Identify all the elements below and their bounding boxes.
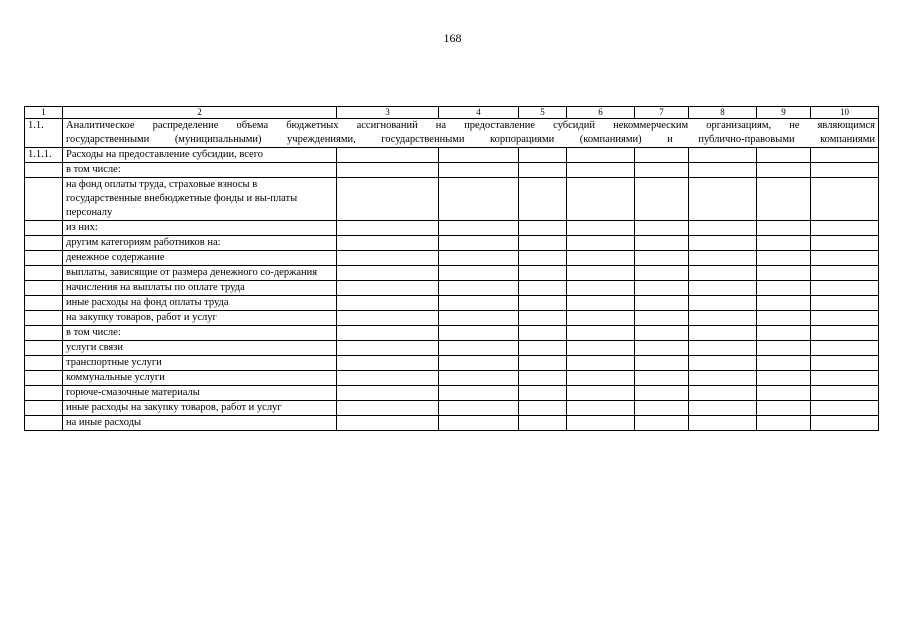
value-cell: [811, 281, 879, 296]
row-label: иные расходы на фонд оплаты труда: [63, 296, 337, 311]
table-row: [25, 251, 879, 266]
row-label: транспортные услуги: [63, 356, 337, 371]
column-header: 7: [635, 107, 689, 119]
value-cell: [635, 221, 689, 236]
value-cell: [519, 401, 567, 416]
value-cell: [689, 311, 757, 326]
value-cell: [567, 341, 635, 356]
row-label: на закупку товаров, работ и услуг: [63, 311, 337, 326]
value-cell: [337, 163, 439, 178]
table-row: [25, 281, 879, 296]
value-cell: [567, 148, 635, 163]
value-cell: [439, 148, 519, 163]
value-cell: [337, 341, 439, 356]
value-cell: [567, 236, 635, 251]
value-cell: [811, 326, 879, 341]
value-cell: [337, 148, 439, 163]
table-row: [25, 326, 879, 341]
value-cell: [689, 371, 757, 386]
value-cell: [811, 356, 879, 371]
value-cell: [635, 251, 689, 266]
section-row: [25, 119, 879, 148]
value-cell: [439, 341, 519, 356]
column-header: 6: [567, 107, 635, 119]
value-cell: [635, 326, 689, 341]
value-cell: [337, 266, 439, 281]
value-cell: [519, 266, 567, 281]
value-cell: [811, 163, 879, 178]
value-cell: [567, 178, 635, 221]
value-cell: [689, 148, 757, 163]
table-row: [25, 311, 879, 326]
value-cell: [635, 371, 689, 386]
value-cell: [689, 178, 757, 221]
value-cell: [811, 311, 879, 326]
column-header: 2: [63, 107, 337, 119]
value-cell: [689, 251, 757, 266]
table-row: [25, 386, 879, 401]
column-header: 3: [337, 107, 439, 119]
value-cell: [519, 416, 567, 431]
value-cell: [337, 296, 439, 311]
page-number: 168: [443, 31, 462, 45]
value-cell: [635, 356, 689, 371]
table-row: [25, 341, 879, 356]
value-cell: [519, 356, 567, 371]
row-label: в том числе:: [63, 163, 337, 178]
value-cell: [439, 296, 519, 311]
row-number: [25, 356, 63, 371]
value-cell: [757, 356, 811, 371]
value-cell: [337, 326, 439, 341]
value-cell: [811, 178, 879, 221]
value-cell: [337, 371, 439, 386]
value-cell: [567, 296, 635, 311]
row-label: услуги связи: [63, 341, 337, 356]
value-cell: [635, 311, 689, 326]
row-number: [25, 371, 63, 386]
row-label: горюче-смазочные материалы: [63, 386, 337, 401]
value-cell: [337, 178, 439, 221]
value-cell: [689, 341, 757, 356]
value-cell: [567, 401, 635, 416]
value-cell: [811, 251, 879, 266]
value-cell: [439, 356, 519, 371]
row-label: на фонд оплаты труда, страховые взносы в государственные внебюджетные фонды и вы-платы персоналу: [63, 178, 337, 221]
value-cell: [757, 296, 811, 311]
value-cell: [337, 401, 439, 416]
value-cell: [567, 281, 635, 296]
value-cell: [689, 163, 757, 178]
value-cell: [519, 251, 567, 266]
value-cell: [689, 236, 757, 251]
row-number: [25, 341, 63, 356]
value-cell: [757, 251, 811, 266]
value-cell: [337, 251, 439, 266]
value-cell: [635, 296, 689, 311]
row-number: [25, 386, 63, 401]
row-label: начисления на выплаты по оплате труда: [63, 281, 337, 296]
row-number: [25, 178, 63, 221]
value-cell: [439, 251, 519, 266]
value-cell: [519, 341, 567, 356]
value-cell: [635, 386, 689, 401]
table-row: [25, 148, 879, 163]
column-header: 9: [757, 107, 811, 119]
row-number: [25, 163, 63, 178]
value-cell: [519, 148, 567, 163]
value-cell: [337, 221, 439, 236]
row-label: другим категориям работников на:: [63, 236, 337, 251]
value-cell: [519, 326, 567, 341]
value-cell: [757, 281, 811, 296]
value-cell: [567, 326, 635, 341]
value-cell: [757, 178, 811, 221]
value-cell: [689, 296, 757, 311]
table-row: [25, 356, 879, 371]
value-cell: [337, 311, 439, 326]
value-cell: [689, 401, 757, 416]
row-number: [25, 416, 63, 431]
row-number: [25, 251, 63, 266]
row-label: в том числе:: [63, 326, 337, 341]
row-label: выплаты, зависящие от размера денежного со-держания: [63, 266, 337, 281]
value-cell: [337, 416, 439, 431]
value-cell: [439, 386, 519, 401]
value-cell: [689, 221, 757, 236]
value-cell: [757, 311, 811, 326]
value-cell: [635, 416, 689, 431]
value-cell: [337, 236, 439, 251]
table-row: [25, 296, 879, 311]
section-number: 1.1.: [25, 119, 63, 148]
row-label: коммунальные услуги: [63, 371, 337, 386]
value-cell: [757, 371, 811, 386]
value-cell: [567, 356, 635, 371]
row-label: из них:: [63, 221, 337, 236]
section-title: [63, 119, 879, 148]
value-cell: [757, 401, 811, 416]
value-cell: [689, 281, 757, 296]
value-cell: [689, 386, 757, 401]
row-number: [25, 296, 63, 311]
value-cell: [519, 221, 567, 236]
value-cell: [757, 266, 811, 281]
row-label: Расходы на предоставление субсидии, всего: [63, 148, 337, 163]
value-cell: [811, 236, 879, 251]
value-cell: [811, 401, 879, 416]
value-cell: [811, 296, 879, 311]
table-row: [25, 221, 879, 236]
value-cell: [439, 416, 519, 431]
value-cell: [519, 281, 567, 296]
value-cell: [519, 163, 567, 178]
row-label: иные расходы на закупку товаров, работ и услуг: [63, 401, 337, 416]
table-row: [25, 371, 879, 386]
value-cell: [567, 416, 635, 431]
value-cell: [811, 148, 879, 163]
row-number: [25, 221, 63, 236]
value-cell: [519, 236, 567, 251]
table-row: [25, 236, 879, 251]
value-cell: [757, 236, 811, 251]
row-number: [25, 401, 63, 416]
value-cell: [689, 326, 757, 341]
value-cell: [757, 416, 811, 431]
row-number: [25, 281, 63, 296]
value-cell: [757, 326, 811, 341]
value-cell: [439, 163, 519, 178]
value-cell: [519, 386, 567, 401]
value-cell: [439, 178, 519, 221]
table-row: [25, 416, 879, 431]
value-cell: [811, 371, 879, 386]
value-cell: [811, 386, 879, 401]
row-number: [25, 266, 63, 281]
row-label: денежное содержание: [63, 251, 337, 266]
value-cell: [635, 178, 689, 221]
column-header: 10: [811, 107, 879, 119]
value-cell: [757, 386, 811, 401]
value-cell: [635, 281, 689, 296]
value-cell: [635, 148, 689, 163]
value-cell: [567, 251, 635, 266]
section-title-line-1: Аналитическое распределение объема бюджетных ассигнований на предоставление субсидий некоммерческим организациям, не являющимся: [66, 120, 875, 131]
value-cell: [519, 371, 567, 386]
value-cell: [757, 341, 811, 356]
value-cell: [567, 266, 635, 281]
value-cell: [567, 371, 635, 386]
column-header: 8: [689, 107, 757, 119]
row-number: [25, 326, 63, 341]
column-header: 1: [25, 107, 63, 119]
value-cell: [689, 356, 757, 371]
value-cell: [635, 266, 689, 281]
value-cell: [811, 416, 879, 431]
value-cell: [567, 311, 635, 326]
value-cell: [635, 341, 689, 356]
value-cell: [635, 163, 689, 178]
value-cell: [439, 281, 519, 296]
value-cell: [519, 296, 567, 311]
value-cell: [757, 163, 811, 178]
value-cell: [337, 281, 439, 296]
value-cell: [811, 266, 879, 281]
value-cell: [635, 401, 689, 416]
section-title-line-2: государственными (муниципальными) учреждениями, государственными корпорациями (компаниями) и публично-правовыми компаниями: [66, 134, 875, 145]
value-cell: [689, 416, 757, 431]
budget-table: [24, 106, 879, 431]
value-cell: [567, 163, 635, 178]
value-cell: [439, 221, 519, 236]
value-cell: [519, 311, 567, 326]
row-number: [25, 236, 63, 251]
value-cell: [757, 148, 811, 163]
value-cell: [439, 371, 519, 386]
value-cell: [689, 266, 757, 281]
column-header: 4: [439, 107, 519, 119]
value-cell: [439, 401, 519, 416]
table-row: [25, 266, 879, 281]
value-cell: [337, 386, 439, 401]
value-cell: [337, 356, 439, 371]
value-cell: [439, 311, 519, 326]
table-row: [25, 178, 879, 221]
table-row: [25, 401, 879, 416]
value-cell: [519, 178, 567, 221]
table-header-row: [25, 107, 879, 119]
value-cell: [567, 221, 635, 236]
row-number: [25, 311, 63, 326]
column-header: 5: [519, 107, 567, 119]
row-number: 1.1.1.: [25, 148, 63, 163]
value-cell: [635, 236, 689, 251]
value-cell: [439, 326, 519, 341]
value-cell: [439, 266, 519, 281]
value-cell: [811, 221, 879, 236]
value-cell: [757, 221, 811, 236]
value-cell: [811, 341, 879, 356]
value-cell: [567, 386, 635, 401]
value-cell: [439, 236, 519, 251]
row-label: на иные расходы: [63, 416, 337, 431]
table-row: [25, 163, 879, 178]
